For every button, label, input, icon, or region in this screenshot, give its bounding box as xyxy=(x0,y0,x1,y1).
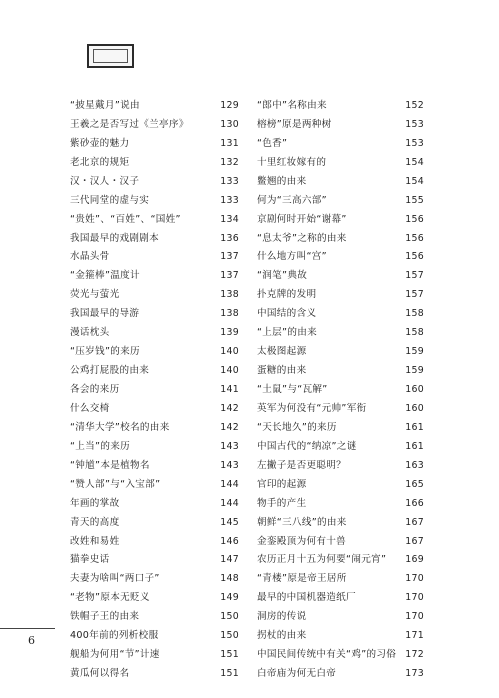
toc-entry-page: 160 xyxy=(405,402,424,414)
toc-entry[interactable] xyxy=(257,660,424,679)
toc-entry-page: 163 xyxy=(405,459,424,471)
toc-entry-page: 146 xyxy=(220,535,239,547)
toc-entry[interactable] xyxy=(70,300,239,319)
toc-entry[interactable] xyxy=(257,509,424,528)
toc-entry-title: “压岁钱”的来历 xyxy=(70,346,140,358)
toc-entry-title: “赞人部”与“入宝部” xyxy=(70,478,161,490)
toc-entry[interactable] xyxy=(257,584,424,603)
toc-entry-title: 年画的掌故 xyxy=(70,497,120,509)
toc-entry[interactable] xyxy=(257,603,424,622)
toc-entry-page: 136 xyxy=(220,232,239,244)
toc-entry-page: 143 xyxy=(220,440,239,452)
toc-entry-page: 173 xyxy=(405,668,424,680)
toc-entry[interactable] xyxy=(70,452,239,471)
toc-entry[interactable] xyxy=(70,376,239,395)
toc-entry-page: 141 xyxy=(220,384,239,395)
toc-entry-title: 王羲之是否写过《兰亭序》 xyxy=(70,118,189,130)
toc-entry[interactable] xyxy=(70,528,239,547)
toc-entry-title: 英军为何没有“元帅”军衔 xyxy=(257,402,367,414)
toc-entry-title: 什么地方叫“宫” xyxy=(257,251,327,263)
toc-entry[interactable] xyxy=(70,92,239,111)
toc-entry-title: 老北京的规矩 xyxy=(70,156,130,168)
toc-entry-page: 142 xyxy=(220,421,239,433)
toc-entry-page: 140 xyxy=(220,346,239,358)
toc-entry-page: 148 xyxy=(220,573,239,585)
toc-entry-title: 改姓和易姓 xyxy=(70,535,120,547)
toc-entry[interactable] xyxy=(257,319,424,338)
toc-entry[interactable] xyxy=(257,414,424,433)
toc-entry[interactable] xyxy=(257,111,424,130)
toc-entry-title: “上层”的由来 xyxy=(257,327,318,339)
toc-entry-title: “金箍棒”温度计 xyxy=(70,270,140,282)
toc-entry-page: 156 xyxy=(405,213,424,225)
toc-entry[interactable] xyxy=(257,168,424,187)
toc-entry-page: 167 xyxy=(405,516,424,528)
toc-entry-title: 各会的来历 xyxy=(70,384,120,395)
toc-entry-page: 129 xyxy=(220,99,239,111)
toc-entry-page: 156 xyxy=(405,251,424,263)
toc-entry[interactable] xyxy=(70,603,239,622)
toc-entry-title: “贵姓”、“百姓”、“国姓” xyxy=(70,213,181,225)
toc-entry[interactable] xyxy=(70,565,239,584)
toc-entry-title: 朝鲜“三八线”的由来 xyxy=(257,516,347,528)
toc-entry-page: 130 xyxy=(220,118,239,130)
toc-column-left xyxy=(70,92,239,679)
toc-entry[interactable] xyxy=(257,225,424,244)
toc-entry-page: 157 xyxy=(405,289,424,301)
toc-entry-page: 144 xyxy=(220,497,239,509)
toc-entry-page: 133 xyxy=(220,175,239,187)
toc-entry-title: 400年前的列析校服 xyxy=(70,630,159,642)
toc-entry-title: 猫拳史话 xyxy=(70,554,110,566)
toc-entry[interactable] xyxy=(257,376,424,395)
toc-entry[interactable] xyxy=(70,187,239,206)
toc-entry-page: 142 xyxy=(220,402,239,414)
toc-entry-page: 145 xyxy=(220,516,239,528)
toc-entry[interactable] xyxy=(70,584,239,603)
toc-entry-title: 最早的中国机器造纸厂 xyxy=(257,592,356,604)
toc-entry-page: 160 xyxy=(405,384,424,395)
toc-entry-title: 物手的产生 xyxy=(257,497,307,509)
toc-entry-title: “老物”原本无贬义 xyxy=(70,592,150,604)
toc-entry[interactable] xyxy=(70,168,239,187)
toc-entry-page: 161 xyxy=(405,440,424,452)
toc-entry[interactable] xyxy=(70,660,239,679)
toc-entry-title: 中国古代的“纳凉”之谜 xyxy=(257,440,357,452)
toc-entry-title: 鳖翘的由来 xyxy=(257,175,307,187)
toc-entry[interactable] xyxy=(70,641,239,660)
toc-entry-page: 170 xyxy=(405,592,424,604)
toc-entry-page: 140 xyxy=(220,365,239,377)
toc-entry-page: 138 xyxy=(220,308,239,320)
toc-entry-page: 139 xyxy=(220,327,239,339)
toc-entry[interactable] xyxy=(70,414,239,433)
toc-entry-page: 166 xyxy=(405,497,424,509)
toc-entry-title: 漫话枕头 xyxy=(70,327,110,339)
toc-entry[interactable] xyxy=(70,509,239,528)
toc-entry-page: 170 xyxy=(405,573,424,585)
toc-entry-page: 161 xyxy=(405,421,424,433)
toc-entry-page: 154 xyxy=(405,175,424,187)
toc-entry-title: 紫砂壶的魅力 xyxy=(70,137,130,149)
toc-entry-title: 蛋糖的由来 xyxy=(257,365,307,377)
toc-entry[interactable] xyxy=(257,300,424,319)
toc-entry[interactable] xyxy=(70,319,239,338)
toc-entry-title: 农历正月十五为何要“闹元宵” xyxy=(257,554,387,566)
toc-entry-page: 171 xyxy=(405,630,424,642)
toc-entry-title: “清华大学”校名的由来 xyxy=(70,421,170,433)
toc-entry[interactable] xyxy=(70,130,239,149)
toc-entry[interactable] xyxy=(70,490,239,509)
toc-entry[interactable] xyxy=(70,244,239,263)
toc-entry-title: 我国最早的导游 xyxy=(70,308,140,320)
toc-entry[interactable] xyxy=(257,452,424,471)
toc-entry-page: 151 xyxy=(220,649,239,661)
toc-entry[interactable] xyxy=(257,471,424,490)
toc-entry-page: 172 xyxy=(405,649,424,661)
toc-entry[interactable] xyxy=(257,565,424,584)
toc-entry-page: 137 xyxy=(220,251,239,263)
toc-entry[interactable] xyxy=(257,490,424,509)
toc-entry-title: “天长地久”的来历 xyxy=(257,421,337,433)
toc-entry[interactable] xyxy=(257,395,424,414)
toc-entry[interactable] xyxy=(70,225,239,244)
toc-entry[interactable] xyxy=(257,92,424,111)
toc-entry[interactable] xyxy=(257,244,424,263)
page-number: 6 xyxy=(28,634,35,647)
toc-entry[interactable] xyxy=(70,622,239,641)
toc-entry[interactable] xyxy=(70,111,239,130)
toc-entry-page: 144 xyxy=(220,478,239,490)
toc-entry-page: 165 xyxy=(405,478,424,490)
toc-entry-page: 150 xyxy=(220,611,239,623)
toc-entry-title: 京剧何时开始“谢幕” xyxy=(257,213,347,225)
toc-entry-title: “上当”的来历 xyxy=(70,440,131,452)
toc-entry[interactable] xyxy=(70,338,239,357)
toc-entry-title: 榕榜”原是两种树 xyxy=(257,118,332,130)
toc-entry[interactable] xyxy=(257,262,424,281)
toc-entry-title: 白帝庙为何无白帝 xyxy=(257,668,337,680)
toc-entry[interactable] xyxy=(257,622,424,641)
toc-entry[interactable] xyxy=(257,187,424,206)
toc-entry-title: 金銮殿顶为何有十兽 xyxy=(257,535,347,547)
toc-entry-title: 官印的起源 xyxy=(257,478,307,490)
toc-entry[interactable] xyxy=(257,130,424,149)
toc-entry[interactable] xyxy=(257,433,424,452)
toc-entry[interactable] xyxy=(257,528,424,547)
toc-entry-title: 太极图起源 xyxy=(257,346,307,358)
toc-entry[interactable] xyxy=(257,357,424,376)
toc-entry-title: 荧光与萤光 xyxy=(70,289,120,301)
toc-entry-page: 134 xyxy=(220,213,239,225)
toc-entry-page: 147 xyxy=(220,554,239,566)
toc-entry-page: 151 xyxy=(220,668,239,680)
toc-entry-page: 153 xyxy=(405,137,424,149)
toc-entry-page: 155 xyxy=(405,194,424,206)
toc-entry-title: “钟馗”本是植物名 xyxy=(70,459,150,471)
toc-entry-title: 中国结的含义 xyxy=(257,308,317,320)
toc-entry-title: 左撇子是否更聪明？ xyxy=(257,459,347,471)
toc-entry-page: 133 xyxy=(220,194,239,206)
toc-entry-page: 158 xyxy=(405,327,424,339)
toc-entry[interactable] xyxy=(70,206,239,225)
toc-entry-page: 132 xyxy=(220,156,239,168)
toc-entry-page: 167 xyxy=(405,535,424,547)
toc-entry[interactable] xyxy=(257,641,424,660)
toc-entry-page: 154 xyxy=(405,156,424,168)
toc-entry-title: 夫妻为啥叫“两口子” xyxy=(70,573,160,585)
toc-entry-page: 138 xyxy=(220,289,239,301)
toc-entry-title: 汉・汉人・汉子 xyxy=(70,175,140,187)
toc-entry-title: “色香” xyxy=(257,137,288,149)
toc-entry-page: 152 xyxy=(405,99,424,111)
toc-entry-page: 159 xyxy=(405,346,424,358)
toc-entry-title: 什么交椅 xyxy=(70,402,110,414)
toc-entry-title: 扑克牌的发明 xyxy=(257,289,317,301)
toc-entry[interactable] xyxy=(257,338,424,357)
toc-entry-title: 拐杖的由来 xyxy=(257,630,307,642)
toc-entry[interactable] xyxy=(257,281,424,300)
footer-rule xyxy=(0,628,55,629)
toc-entry[interactable] xyxy=(70,433,239,452)
toc-entry-title: 三代同堂的虚与实 xyxy=(70,194,150,206)
toc-entry-title: 铁帽子王的由来 xyxy=(70,611,140,623)
toc-entry-page: 170 xyxy=(405,611,424,623)
toc-entry-title: 公鸡打屁股的由来 xyxy=(70,365,150,377)
toc-entry-title: 黄瓜何以得名 xyxy=(70,668,130,680)
toc-entry-page: 143 xyxy=(220,459,239,471)
toc-entry-title: “土鼠”与“瓦解” xyxy=(257,384,328,395)
toc-entry-page: 150 xyxy=(220,630,239,642)
toc-entry-page: 158 xyxy=(405,308,424,320)
toc-entry-page: 137 xyxy=(220,270,239,282)
toc-entry[interactable] xyxy=(257,206,424,225)
toc-entry-title: 洞房的传说 xyxy=(257,611,307,623)
toc-entry[interactable] xyxy=(70,547,239,566)
toc-entry-title: 我国最早的戏剧剧本 xyxy=(70,232,160,244)
toc-entry[interactable] xyxy=(70,471,239,490)
toc-header-ornament xyxy=(87,44,134,68)
toc-entry-page: 157 xyxy=(405,270,424,282)
toc-entry[interactable] xyxy=(257,149,424,168)
toc-entry-title: “青楼”原是帝王居所 xyxy=(257,573,347,585)
toc-entry-title: “润笔”典故 xyxy=(257,270,308,282)
toc-entry[interactable] xyxy=(70,149,239,168)
toc-entry[interactable] xyxy=(70,281,239,300)
toc-entry-page: 149 xyxy=(220,592,239,604)
toc-entry[interactable] xyxy=(257,547,424,566)
toc-entry-title: 水晶头骨 xyxy=(70,251,110,263)
toc-entry-page: 153 xyxy=(405,118,424,130)
toc-entry-title: “郎中”名称由来 xyxy=(257,99,327,111)
toc-entry-title: 十里红妆嫁有的 xyxy=(257,156,327,168)
toc-entry-page: 159 xyxy=(405,365,424,377)
toc-entry[interactable] xyxy=(70,262,239,281)
toc-entry-page: 156 xyxy=(405,232,424,244)
toc-entry-page: 169 xyxy=(405,554,424,566)
toc-entry-title: 何为“三高六部” xyxy=(257,194,327,206)
toc-entry-page: 131 xyxy=(220,137,239,149)
toc-entry[interactable] xyxy=(70,357,239,376)
toc-entry-title: 中国民间传统中有关“鸡”的习俗 xyxy=(257,649,397,661)
toc-entry[interactable] xyxy=(70,395,239,414)
toc-column-right xyxy=(257,92,424,679)
toc-entry-title: “披星戴月”说由 xyxy=(70,99,140,111)
toc-entry-title: 舰船为何用“节”计速 xyxy=(70,649,160,661)
toc-entry-title: 青天的高度 xyxy=(70,516,120,528)
toc-entry-title: “息太爷”之称的由来 xyxy=(257,232,347,244)
